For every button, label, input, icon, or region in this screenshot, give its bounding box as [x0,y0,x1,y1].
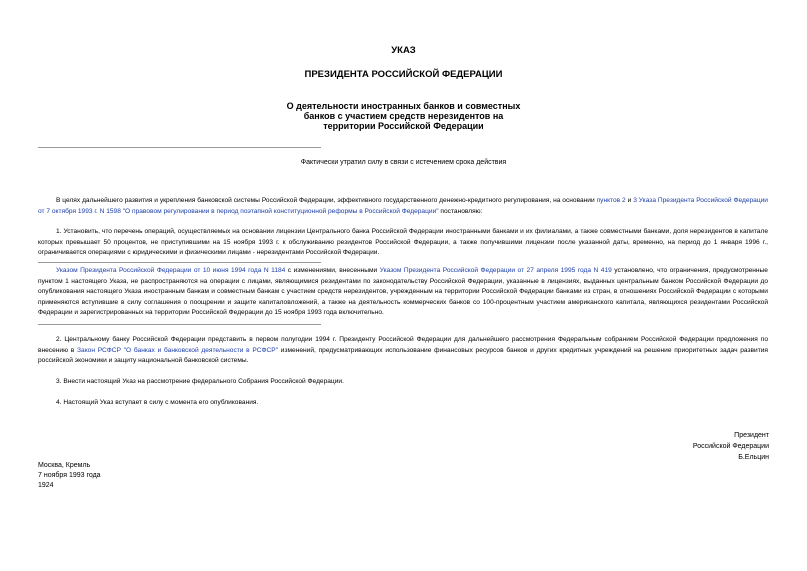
validity-status: Фактически утратил силу в связи с истечением срока действия [300,159,507,166]
p2-text-1: 2. Центральному банку Российской Федерации представить в первом полугодии 1994 г. Президенту Российской Федерации для дальнейшего рассмотрения Федеральным собранием Российской Федерации предложения по внесению в [38,336,768,354]
note-paragraph [38,266,768,319]
signature-name: Б.Ельцин [738,454,769,461]
preamble-paragraph [38,196,768,217]
paragraph-1: 1. Установить, что перечень операций, осуществляемых на основании лицензии Центрального банка Российской Федерации иностранными банками и их филиалами, а также совместными банками, доля нерезидентов в капитале которых превышает 50 процентов, не приступившими на 15 ноября 1993 г. к обслуживанию резидентов Российской Федерации, а также получившими лицензии после указанной даты, временно, на период до 1 января 1996 г., ограничивается операциями с юридическими и физическими лицами - нерезидентами Российской Федерации. [38,228,768,256]
subject-line-1: О деятельности иностранных банков и совместных [286,101,521,111]
doc-subject [0,101,807,131]
link-zakon-o-bankakh[interactable]: Закон РСФСР "О банках и банковской деятельности в РСФСР" [77,346,279,354]
signature-block [693,430,769,463]
preamble-text-3: постановляю: [438,207,483,215]
signature-country: Российской Федерации [692,443,769,450]
link-ukaz-1184[interactable]: Указом Президента Российской Федерации от 10 июня 1994 года N 1184 [56,267,286,274]
note-text-2: установлено, что ограничения, предусмотренные пунктом 1 настоящего Указа, не распространяются на операции с лицами, являющимися резидентами по законодательству Российской Федерации, указанные в лицензиях, выданных центральным банком Российской Федерации до опубликования настоящего Указа иностранным банкам и совместным банкам с участием средств нерезидентов, учрежденным на территории Российской Федерации банками из стран, в отношениях Российской Федерации с которыми применяются вступившие в силу соглашения о поощрении и защите капиталовложений, а также на деятельность коммерческих банков со 100-процентным участием американского капитала, являющихся резидентами Российской Федерации и зарегистрированных на территории Российской Федерации до 15 ноября 1993 года включительно. [38,267,768,316]
paragraph-4: 4. Настоящий Указ вступает в силу с момента его опубликования. [56,399,259,406]
p2-text-2: изменений, предусматривающих использование финансовых ресурсов банков и других кредитных учреждений на решение приоритетных задач развития российской экономики и защиту национальной банковской системы. [38,346,768,364]
doc-issuer: ПРЕЗИДЕНТА РОССИЙСКОЙ ФЕДЕРАЦИИ [304,69,503,80]
divider [38,324,321,325]
divider [38,262,321,263]
signing-place: Москва, Кремль [38,462,91,469]
signing-date: 7 ноября 1993 года [38,472,101,479]
document-number: 1924 [38,482,54,489]
paragraph-2 [38,335,768,367]
link-punkt-2[interactable]: пунктов 2 [596,197,626,204]
preamble-text-1: В целях дальнейшего развития и укрепления банковской системы Российской Федерации, эффективного государственного денежно-кредитного регулирования, на основании [56,197,597,204]
preamble-text-2: и [625,197,634,204]
subject-line-3: территории Российской Федерации [323,121,484,131]
doc-type-title: УКАЗ [391,45,416,56]
link-ukaz-419[interactable]: Указом Президента Российской Федерации от 27 апреля 1995 года N 419 [379,267,612,274]
link-ukaz-1598[interactable]: 3 Указа Президента Российской Федерации от 7 октября 1993 г. N 1598 "О правовом регулировании в период поэтапной конституционной реформы в Российской Федерации" [38,197,768,215]
subject-line-2: банков с участием средств нерезидентов на [303,111,504,121]
signature-position: Президент [734,432,769,439]
divider [38,147,321,148]
note-text-1: с изменениями, внесенными [285,267,380,274]
paragraph-3: 3. Внести настоящий Указ на рассмотрение федерального Собрания Российской Федерации. [56,378,344,385]
place-date-block [38,461,101,491]
